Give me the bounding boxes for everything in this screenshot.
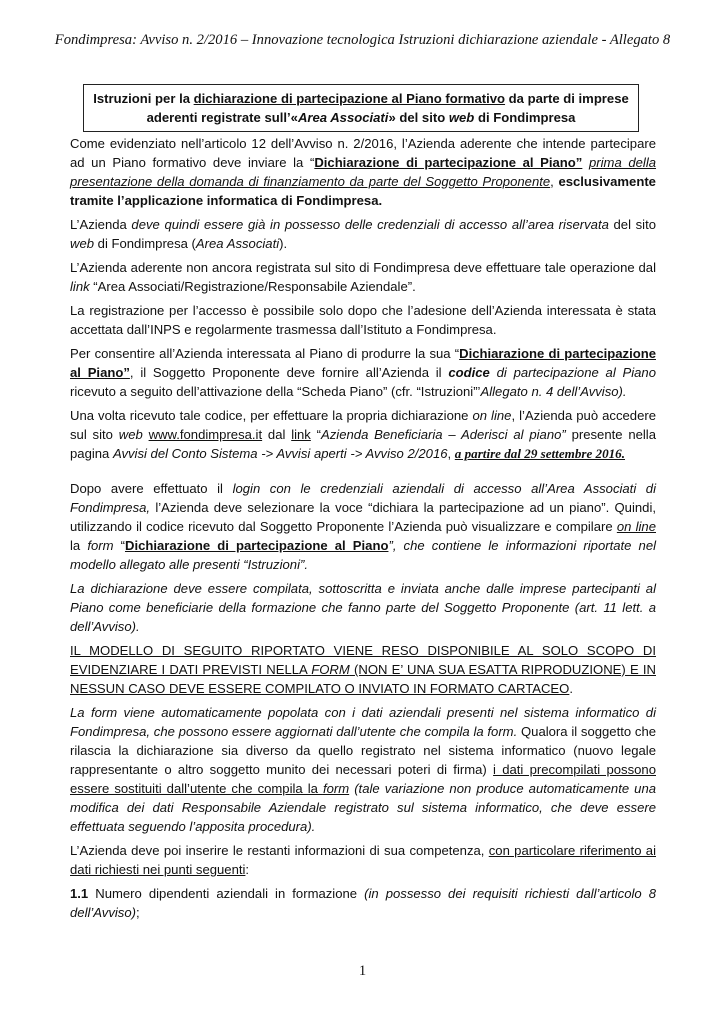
text: deve quindi essere già in possesso delle credenziali di accesso all’area riservata — [131, 217, 609, 232]
text: link — [291, 427, 311, 442]
text: ). — [279, 236, 288, 251]
text: la — [70, 538, 88, 553]
title-text: web — [448, 110, 475, 125]
text: Dichiarazione di partecipazione al Piano” — [314, 155, 583, 170]
title-text: dichiarazione di partecipazione al Piano formativo — [193, 91, 506, 106]
point-number: 1.1 — [70, 886, 89, 901]
page-header: Fondimpresa: Avviso n. 2/2016 – Innovazione tecnologica Istruzioni dichiarazione aziendale - Allegato 8 — [54, 32, 671, 48]
page-number: 1 — [358, 963, 367, 979]
text: form — [87, 538, 114, 553]
text: (in possesso dei requisiti richiesti dall’articolo 8 dell’Avviso) — [70, 886, 656, 920]
text: Dichiarazione di partecipazione al Piano” — [70, 346, 656, 380]
text: Dopo avere effettuato il — [70, 481, 233, 496]
text: di partecipazione al Piano — [489, 365, 656, 380]
text: L’Azienda aderente non ancora registrata sul sito di Fondimpresa deve effettuare tale operazione dal — [70, 260, 656, 275]
text: ”, che contiene le informazioni riportate nel modello allegato alle presenti “Istruzioni”. — [70, 538, 657, 572]
text: : — [245, 862, 250, 877]
paragraph-credentials — [70, 215, 656, 253]
text: IL MODELLO DI SEGUITO RIPORTATO VIENE RESO DISPONIBILE AL SOLO SCOPO DI EVIDENZIARE I DATI PREVISTI NELLA — [70, 643, 656, 677]
text: on line — [616, 519, 656, 534]
paragraph-remaining-info — [70, 841, 656, 879]
text: , — [447, 446, 455, 461]
text: Avvisi del Conto Sistema -> Avvisi aperti -> Avviso 2/2016 — [112, 446, 448, 461]
text: FORM — [311, 662, 350, 677]
text: L’Azienda — [70, 217, 132, 232]
document-body — [70, 134, 656, 927]
text: i dati precompilati possono essere sostituiti dall’utente che compila la — [70, 762, 656, 796]
text: l’Azienda deve selezionare la voce “dichiara la partecipazione ad un piano”. Quindi, utilizzando il codice ricevuto dal Soggetto Proponente l’Azienda può visualizzare e compilare — [70, 500, 656, 534]
paragraph-point-1-1 — [70, 884, 656, 922]
title-text: di Fondimpresa — [474, 110, 576, 125]
text: di Fondimpresa ( — [94, 236, 196, 251]
paragraph-code — [70, 344, 656, 401]
text: codice — [448, 365, 490, 380]
paragraph-online — [70, 406, 656, 463]
text: ; — [135, 905, 140, 920]
text: Area Associati — [195, 236, 280, 251]
website-link[interactable]: www.fondimpresa.it — [148, 427, 263, 442]
text: “ — [113, 538, 125, 553]
text: , il Soggetto Proponente deve fornire all’Azienda il — [129, 365, 449, 380]
paragraph-model-notice — [70, 641, 656, 698]
text: La form viene automaticamente popolata con i dati aziendali presenti nel sistema informatico di Fondimpresa, che possono essere aggiornati dall’utente che compila la form. — [70, 705, 656, 739]
text: form — [322, 781, 350, 796]
text: Allegato n. 4 dell’Avviso). — [480, 384, 627, 399]
text: “Area Associati/Registrazione/Responsabile Aziendale”. — [89, 279, 416, 294]
text: Dichiarazione di partecipazione al Piano — [124, 538, 389, 553]
text: , l’Azienda può accedere sul sito — [70, 408, 656, 442]
paragraph-form-data — [70, 703, 656, 836]
text: dal — [262, 427, 292, 442]
text: Una volta ricevuto tale codice, per effettuare la propria dichiarazione — [70, 408, 473, 423]
text: . — [569, 681, 573, 696]
text: prima della presentazione della domanda di finanziamento da parte del Soggetto Proponente — [70, 155, 657, 189]
text: Numero dipendenti aziendali in formazione — [88, 886, 365, 901]
text: Qualora il soggetto che rilascia la dichiarazione sia diverso da quello registrato nel sistema informatico (nuovo legale rappresentante o altro soggetto munito dei necessari poteri di firma) — [70, 724, 657, 777]
paragraph-access: La registrazione per l’accesso è possibile solo dopo che l’adesione dell’Azienda interessata è stata accettata dall’INPS e regolarmente trasmessa dall’Istituto a Fondimpresa. — [70, 303, 656, 337]
text: (tale variazione non produce automaticamente una modifica dei dati Responsabile Aziendale registrato sul sistema informatico, che deve essere effettuata seguendo l’apposita procedura). — [70, 781, 657, 834]
text: , — [550, 174, 559, 189]
title-text: da parte di imprese aderenti registrate sull’« — [146, 91, 629, 125]
text: web — [70, 236, 95, 251]
text: Azienda Beneficiaria – Aderisci al piano” — [321, 427, 566, 442]
paragraph-login — [70, 479, 656, 574]
text: con particolare riferimento ai dati richiesti nei punti seguenti — [70, 843, 656, 877]
text: presente nella pagina — [70, 427, 657, 461]
paragraph-intro — [70, 134, 656, 210]
text: ricevuto a seguito dell’attivazione della “Scheda Piano” (cfr. “Istruzioni”’ — [70, 384, 481, 399]
paragraph-beneficiaries: La dichiarazione deve essere compilata, sottoscritta e inviata anche dalle imprese partecipanti al Piano come beneficiarie della formazione che fanno parte del Soggetto Proponente (art. 11 lett. a dell’Avviso). — [70, 581, 656, 634]
text: Come evidenziato nell’articolo 12 dell’Avviso n. 2/2016, l’Azienda aderente che intende partecipare ad un Piano formativo deve inviare la “ — [70, 136, 656, 170]
text: esclusivamente tramite l’applicazione informatica di Fondimpresa. — [70, 174, 656, 208]
title-text: Area Associati — [297, 110, 389, 125]
instructions-title-box — [83, 84, 639, 132]
text: a partire dal 29 settembre 2016. — [454, 446, 626, 461]
text: web — [118, 427, 143, 442]
title-text: » del sito — [388, 110, 449, 125]
text: L’Azienda deve poi inserire le restanti informazioni di sua competenza, — [70, 843, 489, 858]
text: (NON E’ UNA SUA ESATTA RIPRODUZIONE) E IN NESSUN CASO DEVE ESSERE COMPILATO O INVIATO IN FORMATO CARTACEO — [70, 662, 656, 696]
text: link — [70, 279, 90, 294]
text: “ — [310, 427, 322, 442]
text: login con le credenziali aziendali di accesso all’Area Associati di Fondimpresa, — [70, 481, 656, 515]
title-text: Istruzioni per la — [93, 91, 194, 106]
text: Per consentire all’Azienda interessata al Piano di produrre la sua “ — [70, 346, 460, 361]
text: on line — [472, 408, 512, 423]
paragraph-registration — [70, 258, 656, 296]
text: del sito — [608, 217, 656, 232]
